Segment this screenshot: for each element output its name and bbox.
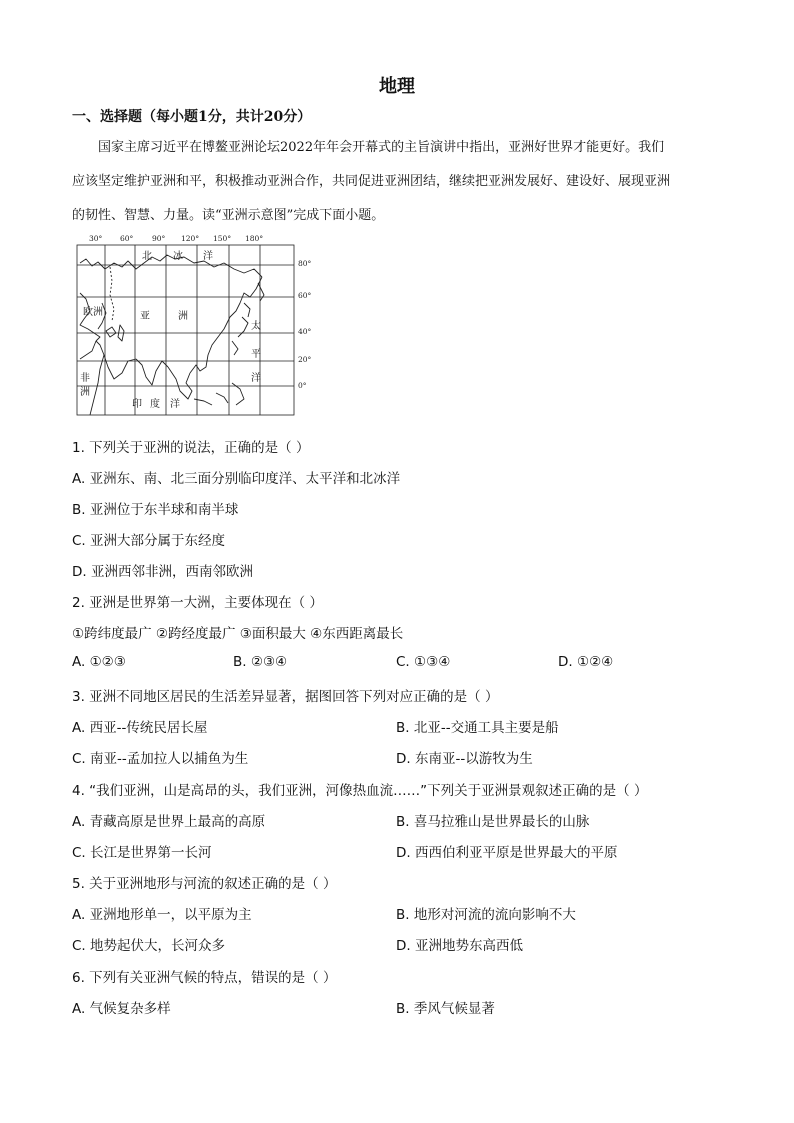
longitude-label: 30°: [89, 234, 103, 243]
option: B. 喜马拉雅山是世界最长的山脉: [396, 814, 590, 830]
question-statements: ①跨纬度最广 ②跨经度最广 ③面积最大 ④东西距离最长: [72, 626, 404, 642]
option: D. 东南亚--以游牧为生: [396, 751, 533, 767]
option: C. 地势起伏大，长河众多: [72, 938, 226, 954]
ocean-label: 洋: [170, 399, 180, 410]
option: A. 西亚--传统民居长屋: [72, 720, 208, 736]
option: C. ①③④: [396, 654, 451, 670]
intro-line: 应该坚定维护亚洲和平，积极推动亚洲合作，共同促进亚洲团结，继续把亚洲发展好、建设好、展现亚洲: [72, 174, 671, 189]
option: C. 南亚--孟加拉人以捕鱼为生: [72, 751, 249, 767]
option: D. 亚洲地势东高西低: [396, 938, 523, 954]
option: C. 长江是世界第一长河: [72, 845, 212, 861]
question-stem: 5. 关于亚洲地形与河流的叙述正确的是（ ）: [72, 876, 337, 892]
option: A. 气候复杂多样: [72, 1001, 171, 1017]
option: D. 亚洲西邻非洲，西南邻欧洲: [72, 564, 253, 580]
section-heading: 一、选择题（每小题1分，共计20分）: [72, 109, 312, 125]
question-stem: 6. 下列有关亚洲气候的特点，错误的是（ ）: [72, 970, 337, 986]
option: D. ①②④: [558, 654, 614, 670]
option: D. 西西伯利亚平原是世界最大的平原: [396, 845, 618, 861]
longitude-label: 60°: [120, 234, 134, 243]
option: B. 亚洲位于东半球和南半球: [72, 502, 239, 518]
ocean-label: 度: [150, 399, 160, 410]
ocean-label: 印: [132, 399, 142, 410]
continent-label: 亚: [140, 311, 150, 322]
latitude-label: 60°: [298, 291, 312, 300]
ocean-label: 洋: [251, 373, 261, 384]
longitude-label: 150°: [213, 234, 232, 243]
longitude-label: 90°: [152, 234, 166, 243]
intro-line: 国家主席习近平在博鳌亚洲论坛2022年年会开幕式的主旨演讲中指出，亚洲好世界才能更好。我们: [98, 140, 665, 155]
latitude-label: 20°: [298, 355, 312, 364]
option: B. 地形对河流的流向影响不大: [396, 907, 576, 923]
option: A. 亚洲地形单一，以平原为主: [72, 907, 252, 923]
continent-label: 欧洲: [83, 307, 103, 318]
option: A. 亚洲东、南、北三面分别临印度洋、太平洋和北冰洋: [72, 471, 401, 487]
longitude-label: 120°: [181, 234, 200, 243]
continent-label: 洲: [178, 311, 188, 322]
asia-map: [72, 233, 322, 418]
latitude-label: 0°: [298, 381, 307, 390]
intro-passage: [72, 131, 722, 233]
continent-label: 非: [80, 373, 90, 384]
latitude-label: 80°: [298, 259, 312, 268]
ocean-label: 太: [251, 321, 261, 332]
page-title: 地理: [379, 76, 415, 97]
option: B. 北亚--交通工具主要是船: [396, 720, 559, 736]
ocean-label: 冰: [173, 251, 183, 262]
question-stem: 4. “我们亚洲，山是高昂的头，我们亚洲，河像热血流……”下列关于亚洲景观叙述正确的是（ ）: [72, 783, 648, 799]
option: C. 亚洲大部分属于东经度: [72, 533, 226, 549]
option: B. 季风气候显著: [396, 1001, 495, 1017]
question-stem: 3. 亚洲不同地区居民的生活差异显著，据图回答下列对应正确的是（ ）: [72, 689, 499, 705]
ocean-label: 平: [251, 349, 261, 360]
latitude-label: 40°: [298, 327, 312, 336]
option: A. 青藏高原是世界上最高的高原: [72, 814, 266, 830]
longitude-label: 180°: [245, 234, 264, 243]
ocean-label: 洋: [203, 251, 213, 262]
continent-label: 洲: [80, 387, 90, 398]
ocean-label: 北: [142, 251, 152, 262]
option: A. ①②③: [72, 654, 126, 670]
option: B. ②③④: [233, 654, 288, 670]
question-stem: 1. 下列关于亚洲的说法，正确的是（ ）: [72, 440, 310, 456]
question-stem: 2. 亚洲是世界第一大洲，主要体现在（ ）: [72, 595, 323, 611]
intro-line: 的韧性、智慧、力量。读“亚洲示意图”完成下面小题。: [72, 208, 385, 223]
